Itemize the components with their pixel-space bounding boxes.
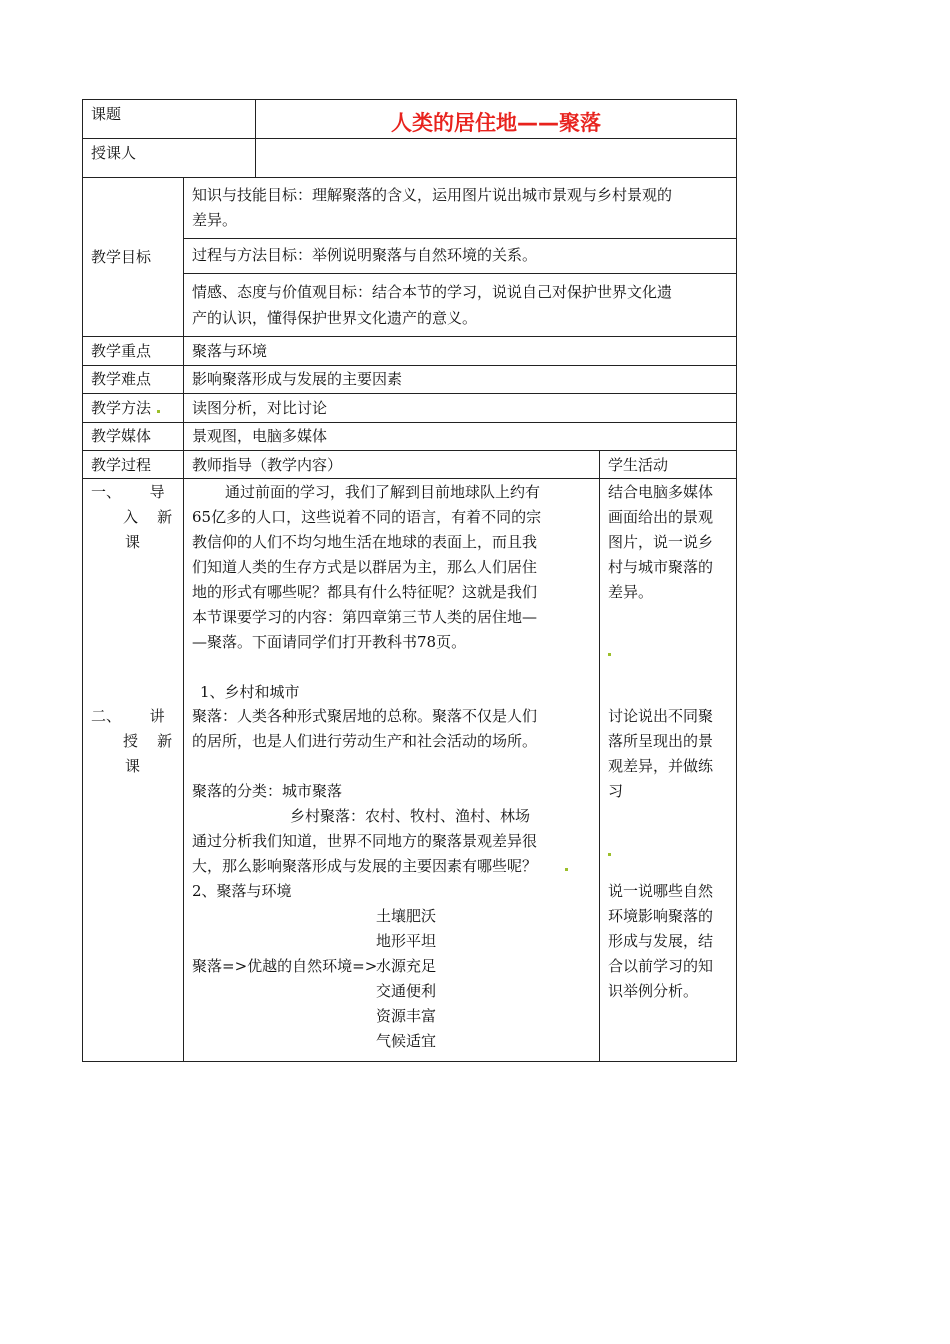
step1-label: 一、 导 [91, 483, 165, 501]
method-label: 教学方法 [91, 399, 152, 417]
intro-line: 通过前面的学习，我们了解到目前地球队上约有 [225, 483, 541, 501]
student-activity-line: 画面给出的景观 [608, 508, 714, 526]
student-activity-line: 形成与发展，结 [608, 932, 714, 950]
process-label: 教学过程 [91, 456, 152, 474]
process-objective-line: 过程与方法目标：举例说明聚落与自然环境的关系。 [192, 246, 538, 264]
marker-dot [565, 868, 568, 871]
media-value: 景观图，电脑多媒体 [192, 427, 328, 445]
row-divider [82, 336, 737, 337]
analysis-line: 通过分析我们知道，世界不同地方的聚落景观差异很 [192, 832, 538, 850]
settlement-formula: 聚落=>优越的自然环境=> [192, 957, 378, 975]
row-divider [82, 177, 737, 178]
student-activity-header: 学生活动 [608, 456, 669, 474]
knowledge-objective-line: 知识与技能目标：理解聚落的含义，运用图片说出城市景观与乡村景观的 [192, 186, 673, 204]
step1-label: 入 新 [123, 508, 173, 526]
environment-factor: 土壤肥沃 [376, 907, 437, 925]
step2-label: 授 新 [123, 732, 173, 750]
media-label: 教学媒体 [91, 427, 152, 445]
intro-line: 本节课要学习的内容：第四章第三节人类的居住地— [192, 608, 538, 626]
marker-dot [157, 410, 160, 413]
intro-line: 们知道人类的生存方式是以群居为主，那么人们居住 [192, 558, 538, 576]
step2-label: 课 [125, 757, 141, 775]
student-activity-line: 村与城市聚落的 [608, 558, 714, 576]
student-activity-line: 环境影响聚落的 [608, 907, 714, 925]
row-divider [82, 138, 737, 139]
col-divider [599, 450, 600, 1062]
marker-dot [608, 653, 611, 656]
emotion-objective-line: 产的认识，懂得保护世界文化遗产的意义。 [192, 309, 478, 327]
row-divider [82, 393, 737, 394]
classification-line: 聚落的分类：城市聚落 [192, 782, 343, 800]
row-divider [183, 238, 737, 239]
intro-line: 教信仰的人们不均匀地生活在地球的表面上，而且我 [192, 533, 538, 551]
section1-heading: 1、乡村和城市 [200, 683, 300, 701]
intro-line: —聚落。下面请同学们打开教科书78页。 [192, 633, 467, 651]
intro-line: 65亿多的人口，这些说着不同的语言，有着不同的宗 [192, 508, 542, 526]
environment-factor: 交通便利 [376, 982, 437, 1000]
col-divider [183, 177, 184, 1062]
environment-factor: 气候适宜 [376, 1032, 437, 1050]
student-activity-line: 观差异，并做练 [608, 757, 714, 775]
method-value: 读图分析，对比讨论 [192, 399, 328, 417]
marker-dot [608, 853, 611, 856]
teacher-label: 授课人 [91, 144, 137, 162]
row-divider [82, 450, 737, 451]
difficulty-value: 影响聚落形成与发展的主要因素 [192, 370, 403, 388]
step2-label: 二、 讲 [91, 707, 165, 725]
environment-factor: 地形平坦 [376, 932, 437, 950]
student-activity-line: 说一说哪些自然 [608, 882, 714, 900]
key-point-value: 聚落与环境 [192, 342, 268, 360]
student-activity-line: 识举例分析。 [608, 982, 699, 1000]
row-divider [82, 478, 737, 479]
student-activity-line: 差异。 [608, 583, 654, 601]
classification-line: 乡村聚落：农村、牧村、渔村、林场 [290, 807, 531, 825]
student-activity-line: 结合电脑多媒体 [608, 483, 714, 501]
intro-line: 地的形式有哪些呢？都具有什么特征呢？这就是我们 [192, 583, 538, 601]
teacher-guide-header: 教师指导（教学内容） [192, 456, 343, 474]
step1-label: 课 [125, 533, 141, 551]
objectives-label: 教学目标 [91, 248, 152, 266]
row-divider [82, 422, 737, 423]
topic-label: 课题 [91, 105, 122, 123]
key-point-label: 教学重点 [91, 342, 152, 360]
analysis-line: 大，那么影响聚落形成与发展的主要因素有哪些呢？ [192, 857, 538, 875]
page-title: 人类的居住地——聚落 [391, 111, 601, 135]
student-activity-line: 落所呈现出的景 [608, 732, 714, 750]
definition-line: 的居所，也是人们进行劳动生产和社会活动的场所。 [192, 732, 538, 750]
row-divider [183, 273, 737, 274]
student-activity-line: 合以前学习的知 [608, 957, 714, 975]
environment-factor: 水源充足 [376, 957, 437, 975]
student-activity-line: 图片，说一说乡 [608, 533, 714, 551]
environment-factor: 资源丰富 [376, 1007, 437, 1025]
knowledge-objective-line: 差异。 [192, 211, 238, 229]
section2-heading: 2、聚落与环境 [192, 882, 292, 900]
definition-line: 聚落：人类各种形式聚居地的总称。聚落不仅是人们 [192, 707, 538, 725]
difficulty-label: 教学难点 [91, 370, 152, 388]
student-activity-line: 习 [608, 782, 624, 800]
row-divider [82, 365, 737, 366]
student-activity-line: 讨论说出不同聚 [608, 707, 714, 725]
emotion-objective-line: 情感、态度与价值观目标：结合本节的学习，说说自己对保护世界文化遗 [192, 283, 673, 301]
